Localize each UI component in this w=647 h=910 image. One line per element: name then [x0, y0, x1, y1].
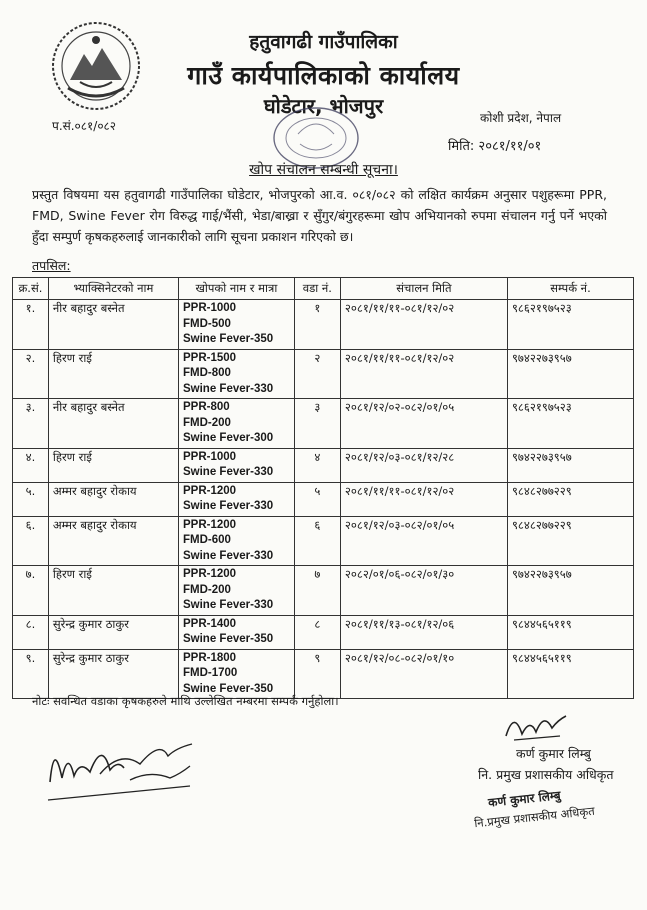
cell-sn: ८.: [13, 615, 49, 649]
vaccine-dose: PPR-1200: [183, 518, 237, 531]
vaccine-dose: Swine Fever-330: [183, 500, 274, 512]
cell-ward: ६: [294, 516, 340, 566]
cell-vaccines: [179, 399, 295, 449]
cell-contact: ९८६२१९७५२३: [507, 300, 633, 350]
cell-vaccinator: अम्मर बहादुर रोकाय: [48, 516, 178, 566]
signatory-title: नि. प्रमुख प्रशासकीय अधिकृत: [478, 767, 614, 782]
cell-contact: ९७४२२७३९५७: [507, 349, 633, 399]
stamp-title: नि.प्रमुख प्रशासकीय अधिकृत: [473, 803, 596, 831]
table-row: [13, 349, 634, 399]
cell-contact: ९७४२२७३९५७: [507, 448, 633, 482]
cell-vaccines: [179, 349, 295, 399]
cell-contact: ९८४४५६५११९: [507, 615, 633, 649]
cell-sn: ९.: [13, 649, 49, 699]
cell-dates: २०८१/१२/०३-०८१/१२/२८: [340, 448, 507, 482]
vaccine-dose: FMD-1700: [183, 667, 238, 679]
table-header-row: [13, 278, 634, 300]
vaccine-dose: Swine Fever-330: [183, 549, 274, 562]
municipality-name: हतुवागढी गाउँपालिका: [249, 31, 398, 53]
reference-number: प.सं.०८१/०८२: [52, 119, 117, 133]
header-ward: वडा नं.: [294, 278, 340, 300]
office-location: घोडेटार, भोजपुर: [263, 94, 384, 118]
vaccination-schedule-table: [12, 277, 634, 699]
cell-ward: ९: [294, 649, 340, 699]
cell-vaccines: [179, 300, 295, 350]
cell-sn: ५.: [13, 482, 49, 516]
cell-vaccinator: हिरण राई: [48, 566, 178, 616]
cell-dates: २०८१/१२/०२-०८२/०१/०५: [340, 399, 507, 449]
vaccine-dose: PPR-1200: [183, 568, 237, 580]
cell-dates: २०८१/११/१३-०८१/१२/०६: [340, 615, 507, 649]
cell-vaccinator: हिरण राई: [48, 448, 178, 482]
table-row: [13, 482, 634, 516]
vaccine-dose: FMD-800: [183, 367, 231, 379]
cell-sn: २.: [13, 349, 49, 399]
vaccine-dose: Swine Fever-300: [183, 432, 274, 444]
signatory-name: कर्ण कुमार लिम्बु: [516, 746, 591, 761]
notice-date: मिति: २०८१/११/०१: [448, 139, 542, 154]
table-row: [13, 566, 634, 616]
details-label: तपसिल:: [32, 258, 71, 273]
cell-sn: ६.: [13, 516, 49, 566]
cell-contact: ९८४८२७७२२९: [507, 482, 633, 516]
cell-vaccinator: नीर बहादुर बस्नेत: [48, 399, 178, 449]
cell-dates: २०८१/११/११-०८१/१२/०२: [340, 349, 507, 399]
vaccine-dose: Swine Fever-330: [183, 599, 274, 611]
vaccine-dose: Swine Fever-350: [183, 682, 274, 695]
vaccine-dose: FMD-500: [183, 317, 231, 330]
cell-sn: ४.: [13, 448, 49, 482]
header-contact: सम्पर्क नं.: [507, 278, 633, 300]
vaccine-dose: PPR-1000: [183, 450, 237, 463]
cell-sn: १.: [13, 300, 49, 350]
officer-signature-icon: [500, 706, 570, 746]
table-row: [13, 649, 634, 699]
header-sn: क्र.सं.: [13, 278, 49, 300]
cell-vaccines: [179, 482, 295, 516]
cell-sn: ७.: [13, 566, 49, 616]
vaccine-dose: PPR-800: [183, 401, 230, 413]
cell-ward: १: [294, 300, 340, 350]
table-row: [13, 516, 634, 566]
cell-ward: २: [294, 349, 340, 399]
vaccine-dose: Swine Fever-350: [183, 333, 274, 345]
table-row: [13, 399, 634, 449]
vaccine-dose: FMD-600: [183, 534, 231, 546]
cell-vaccinator: सुरेन्द्र कुमार ठाकुर: [48, 615, 178, 649]
notice-subject: खोप संचालन सम्बन्धी सूचना।: [249, 162, 398, 178]
cell-dates: २०८२/०१/०६-०८२/०१/३०: [340, 566, 507, 616]
table-row: [13, 300, 634, 350]
office-name: गाउँ कार्यपालिकाको कार्यालय: [187, 61, 460, 90]
handwritten-signature-icon: [40, 720, 200, 810]
vaccine-dose: PPR-1800: [183, 651, 237, 664]
cell-vaccines: [179, 516, 295, 566]
cell-dates: २०८१/११/११-०८१/१२/०२: [340, 482, 507, 516]
cell-dates: २०८१/१२/०३-०८२/०१/०५: [340, 516, 507, 566]
stamp-name: कर्ण कुमार लिम्बु: [487, 788, 562, 810]
header-vaccine: खोपको नाम र मात्रा: [179, 278, 295, 300]
cell-ward: ५: [294, 482, 340, 516]
cell-vaccines: [179, 566, 295, 616]
cell-vaccines: [179, 649, 295, 699]
vaccine-dose: PPR-1400: [183, 617, 237, 630]
cell-sn: ३.: [13, 399, 49, 449]
header-vaccinator: भ्याक्सिनेटरको नाम: [48, 278, 178, 300]
table-row: [13, 448, 634, 482]
vaccine-dose: PPR-1200: [183, 484, 237, 497]
cell-ward: ४: [294, 448, 340, 482]
cell-dates: २०८१/१२/०८-०८२/०१/१०: [340, 649, 507, 699]
notice-body: प्रस्तुत विषयमा यस हतुवागढी गाउँपालिका घोडेटार, भोजपुरको आ.व. ०८१/०८२ को लक्षित कार्यक्रम अनुसार पशुहरूमा PPR, FMD, Swine Fever रोग विरुद्ध गाई/भैंसी, भेडा/बाख्रा र सुँगुर/बंगुरहरूमा खोप अभियानको रुपमा संचालन गर्नु पर्ने भएको हुँदा सम्पुर्ण कृषकहरुलाई जानकारीको लागि सूचना प्रकाशन गरिएको छ।: [32, 187, 607, 244]
cell-vaccinator: अम्मर बहादुर रोकाय: [48, 482, 178, 516]
cell-vaccinator: सुरेन्द्र कुमार ठाकुर: [48, 649, 178, 699]
cell-ward: ८: [294, 615, 340, 649]
cell-contact: ९८६२१९७५२३: [507, 399, 633, 449]
table-row: [13, 615, 634, 649]
vaccine-dose: PPR-1500: [183, 351, 237, 364]
cell-vaccinator: हिरण राई: [48, 349, 178, 399]
vaccine-dose: FMD-200: [183, 583, 231, 596]
cell-contact: ९८४४५६५११९: [507, 649, 633, 699]
cell-contact: ९७४२२७३९५७: [507, 566, 633, 616]
cell-vaccinator: नीर बहादुर बस्नेत: [48, 300, 178, 350]
cell-vaccines: [179, 615, 295, 649]
vaccine-dose: FMD-200: [183, 416, 231, 429]
cell-vaccines: [179, 448, 295, 482]
notice-note: नोटः सवन्धित वडाका कृषकहरुले माथि उल्लेखित नम्बरमा सम्पर्क गर्नुहोला।: [32, 694, 339, 708]
header-dates: संचालन मिति: [340, 278, 507, 300]
vaccine-dose: PPR-1000: [183, 302, 237, 314]
province-name: कोशी प्रदेश, नेपाल: [480, 111, 562, 125]
cell-ward: ७: [294, 566, 340, 616]
cell-contact: ९८४८२७७२२९: [507, 516, 633, 566]
vaccine-dose: Swine Fever-330: [183, 466, 274, 478]
vaccine-dose: Swine Fever-350: [183, 633, 274, 645]
vaccine-dose: Swine Fever-330: [183, 382, 274, 395]
cell-dates: २०८१/११/११-०८१/१२/०२: [340, 300, 507, 350]
cell-ward: ३: [294, 399, 340, 449]
